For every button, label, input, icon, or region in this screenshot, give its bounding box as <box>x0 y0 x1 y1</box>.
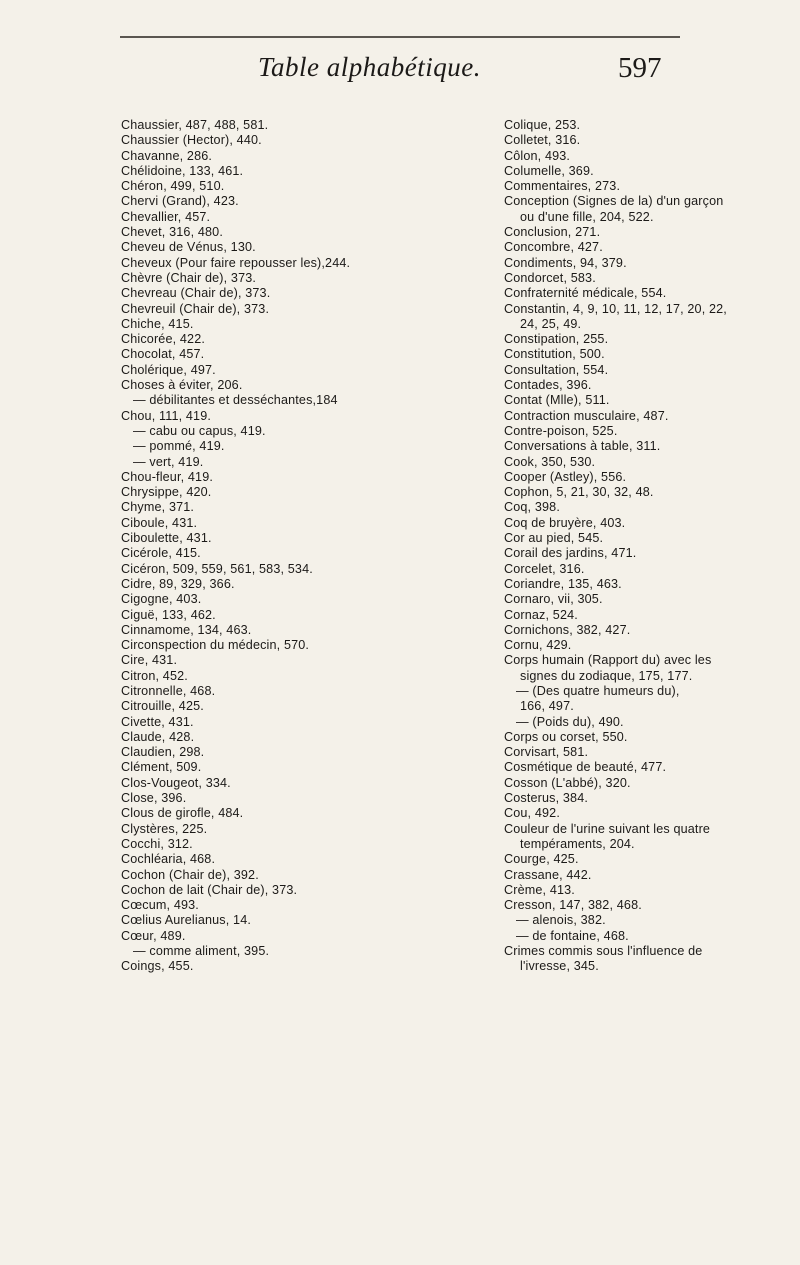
index-entry: Chavanne, 286. <box>121 148 213 163</box>
index-entry: Cor au pied, 545. <box>504 531 604 546</box>
index-entry: Chaussier, 487, 488, 581. <box>121 118 269 132</box>
index-column-right <box>504 118 800 975</box>
index-entry: Couleur de l'urine suivant les quatre <box>504 821 711 836</box>
index-entry: Cochon (Chair de), 392. <box>121 867 259 882</box>
index-entry: Clous de girofle, 484. <box>121 806 244 821</box>
index-entry: Cigogne, 403. <box>121 592 202 607</box>
index-entry-continuation: ou d'une fille, 204, 522. <box>520 209 654 224</box>
index-subentry: — cabu ou capus, 419. <box>133 423 266 438</box>
index-entry: Consultation, 554. <box>504 362 609 377</box>
index-entry: Coq, 398. <box>504 500 560 515</box>
index-subentry: — de fontaine, 468. <box>516 928 629 943</box>
index-entry: Cooper (Astley), 556. <box>504 469 627 484</box>
index-entry: Ciguë, 133, 462. <box>121 607 216 622</box>
index-entry: Crassane, 442. <box>504 867 592 882</box>
index-entry: Colique, 253. <box>504 118 581 132</box>
index-entry: Chiche, 415. <box>121 316 194 331</box>
index-entry: Costerus, 384. <box>504 791 589 806</box>
index-entry: Cicéron, 509, 559, 561, 583, 534. <box>121 561 313 576</box>
index-entry: Chocolat, 457. <box>121 347 205 362</box>
index-entry: Clément, 509. <box>121 760 202 775</box>
index-entry: Conception (Signes de la) d'un garçon <box>504 194 724 209</box>
index-entry: Coq de bruyère, 403. <box>504 515 626 530</box>
index-entry: Cinnamome, 134, 463. <box>121 622 252 637</box>
index-entry: Chou-fleur, 419. <box>121 469 214 484</box>
index-entry: Corps humain (Rapport du) avec les <box>504 653 712 668</box>
index-entry: Cook, 350, 530. <box>504 454 596 469</box>
index-entry: Chevreuil (Chair de), 373. <box>121 301 270 316</box>
index-entry: Cicérole, 415. <box>121 546 201 561</box>
index-entry: Claude, 428. <box>121 729 195 744</box>
index-column-left <box>121 118 491 975</box>
index-entry: Chrysippe, 420. <box>121 485 212 500</box>
index-entry: Choses à éviter, 206. <box>121 378 243 393</box>
index-entry: Chyme, 371. <box>121 500 195 515</box>
index-entry: Cheveux (Pour faire repousser les),244. <box>121 255 351 270</box>
index-entry: Chevreau (Chair de), 373. <box>121 286 271 301</box>
index-subentry: — alenois, 382. <box>516 913 606 928</box>
index-entry: Chéron, 499, 510. <box>121 179 225 194</box>
index-entry: Constitution, 500. <box>504 347 605 362</box>
index-entry: Corps ou corset, 550. <box>504 729 628 744</box>
index-entry: Coriandre, 135, 463. <box>504 576 622 591</box>
index-entry: Civette, 431. <box>121 714 194 729</box>
index-subentry: — débilitantes et desséchantes,184 <box>133 393 338 408</box>
index-entry: Cidre, 89, 329, 366. <box>121 576 235 591</box>
index-entry: Chaussier (Hector), 440. <box>121 133 262 148</box>
index-subentry: — (Des quatre humeurs du), <box>516 683 680 698</box>
index-entry: Confraternité médicale, 554. <box>504 286 667 301</box>
index-entry-continuation: signes du zodiaque, 175, 177. <box>520 668 693 683</box>
index-entry: Conclusion, 271. <box>504 225 601 240</box>
index-entry: Close, 396. <box>121 791 187 806</box>
index-subentry: — vert, 419. <box>133 454 204 469</box>
index-entry: Commentaires, 273. <box>504 179 621 194</box>
index-entry: Cornichons, 382, 427. <box>504 622 631 637</box>
index-subentry: — (Poids du), 490. <box>516 714 624 729</box>
index-entry: Chevallier, 457. <box>121 209 211 224</box>
index-entry: Concombre, 427. <box>504 240 603 255</box>
index-entry-continuation: 166, 497. <box>520 699 574 714</box>
index-entry: Circonspection du médecin, 570. <box>121 638 310 653</box>
index-entry: Corcelet, 316. <box>504 561 585 576</box>
index-entry: Citronnelle, 468. <box>121 683 216 698</box>
index-entry: Chicorée, 422. <box>121 332 206 347</box>
index-entry: Cresson, 147, 382, 468. <box>504 898 642 913</box>
index-entry: Cœlius Aurelianus, 14. <box>121 913 251 928</box>
index-entry: Condorcet, 583. <box>504 270 596 285</box>
index-entry: Crimes commis sous l'influence de <box>504 944 703 959</box>
index-entry: Claudien, 298. <box>121 745 205 760</box>
index-entry: Cochléaria, 468. <box>121 852 216 867</box>
index-entry: Corvisart, 581. <box>504 745 589 760</box>
index-entry: Cheveu de Vénus, 130. <box>121 240 256 255</box>
index-entry: Chevet, 316, 480. <box>121 225 223 240</box>
index-entry: Cornaz, 524. <box>504 607 578 622</box>
index-entry-continuation: l'ivresse, 345. <box>520 959 599 974</box>
index-entry: Contraction musculaire, 487. <box>504 408 669 423</box>
index-entry: Cocchi, 312. <box>121 836 193 851</box>
index-entry: Conversations à table, 311. <box>504 439 661 454</box>
index-entry: Côlon, 493. <box>504 148 571 163</box>
index-entry: Clos-Vougeot, 334. <box>121 775 231 790</box>
index-subentry: — pommé, 419. <box>133 439 225 454</box>
index-entry: Cœcum, 493. <box>121 898 199 913</box>
index-entry: Constantin, 4, 9, 10, 11, 12, 17, 20, 22, <box>504 301 727 316</box>
index-entry: Ciboule, 431. <box>121 515 198 530</box>
index-entry: Contre-poison, 525. <box>504 423 618 438</box>
index-entry: Citron, 452. <box>121 668 188 683</box>
index-entry: Ciboulette, 431. <box>121 531 212 546</box>
index-entry: Cornu, 429. <box>504 638 572 653</box>
index-entry: Cholérique, 497. <box>121 362 216 377</box>
index-entry: Cornaro, vii, 305. <box>504 592 603 607</box>
index-entry: Contat (Mlle), 511. <box>504 393 610 408</box>
index-subentry: — comme aliment, 395. <box>133 944 270 959</box>
index-entry: Courge, 425. <box>504 852 579 867</box>
index-entry: Cophon, 5, 21, 30, 32, 48. <box>504 485 654 500</box>
index-entry: Cosmétique de beauté, 477. <box>504 760 667 775</box>
index-entry-continuation: 24, 25, 49. <box>520 316 582 331</box>
index-entry: Condiments, 94, 379. <box>504 255 627 270</box>
index-entry: Chèvre (Chair de), 373. <box>121 270 257 285</box>
index-entry: Constipation, 255. <box>504 332 609 347</box>
index-entry: Cochon de lait (Chair de), 373. <box>121 882 298 897</box>
index-entry: Citrouille, 425. <box>121 699 204 714</box>
page-header <box>0 52 800 96</box>
index-entry: Cou, 492. <box>504 806 560 821</box>
page-title: Table alphabétique. <box>258 52 481 82</box>
index-entry: Chélidoine, 133, 461. <box>121 163 244 178</box>
index-entry: Contades, 396. <box>504 378 592 393</box>
index-entry: Cire, 431. <box>121 653 178 668</box>
index-entry: Columelle, 369. <box>504 163 594 178</box>
index-entry: Colletet, 316. <box>504 133 581 148</box>
index-entry: Crème, 413. <box>504 882 575 897</box>
index-entry: Chou, 111, 419. <box>121 408 212 423</box>
index-entry: Coings, 455. <box>121 959 194 974</box>
index-entry: Clystères, 225. <box>121 821 208 836</box>
top-rule <box>120 36 680 38</box>
index-entry: Cosson (L'abbé), 320. <box>504 775 631 790</box>
index-entry: Cœur, 489. <box>121 928 186 943</box>
index-entry: Corail des jardins, 471. <box>504 546 637 561</box>
index-entry: Chervi (Grand), 423. <box>121 194 239 209</box>
page-number: 597 <box>618 52 662 84</box>
index-entry-continuation: tempéraments, 204. <box>520 836 635 851</box>
